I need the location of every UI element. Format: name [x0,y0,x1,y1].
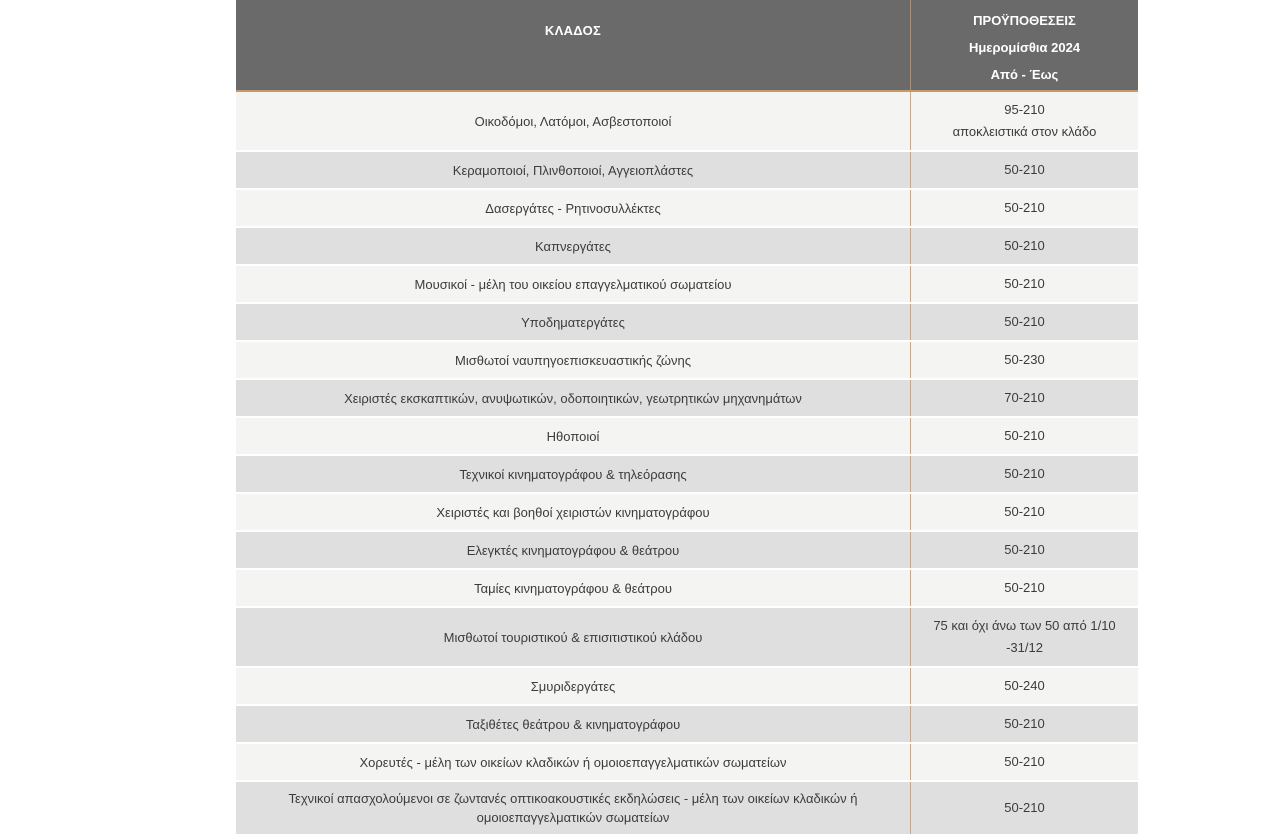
klados-cell: Μουσικοί - μέλη του οικείου επαγγελματικού σωματείου [414,276,732,292]
klados-cell: Κεραμοποιοί, Πλινθοποιοί, Αγγειοπλάστες [452,162,694,178]
header-conditions-line1: ΠΡΟΫΠΟΘΕΣΕΙΣ [973,13,1076,28]
wage-conditions-table [236,0,1138,834]
value-line: 50-210 [1004,428,1045,443]
value-cell [910,418,1138,454]
value-line: 50-210 [1004,542,1045,557]
klados-cell: Ταξιθέτες θεάτρου & κινηματογράφου [465,716,681,732]
value-line: 50-210 [1004,466,1045,481]
value-cell [910,304,1138,340]
table-row [236,266,1138,304]
table-row [236,668,1138,706]
table-body [236,92,1138,834]
klados-cell: Τεχνικοί κινηματογράφου & τηλεόρασης [459,466,687,482]
value-line: 50-210 [1004,754,1045,769]
value-line: 50-210 [1004,504,1045,519]
klados-cell: Ταμίες κινηματογράφου & θεάτρου [474,580,672,596]
klados-cell: Χειριστές εκσκαπτικών, ανυψωτικών, οδοποιητικών, γεωτρητικών μηχανημάτων [344,390,802,406]
value-cell [910,570,1138,606]
value-line: 50-210 [1004,716,1045,731]
table-row [236,190,1138,228]
klados-cell: Τεχνικοί απασχολούμενοι σε ζωντανές οπτικοακουστικές εκδηλώσεις - μέλη των οικείων κλαδικών ή ομοιοεπαγγελματικών σωματείων [288,791,858,825]
value-line: 95-210 [1004,102,1045,117]
table-row [236,152,1138,190]
table-row [236,570,1138,608]
table-row [236,532,1138,570]
value-cell [910,744,1138,780]
value-cell [910,266,1138,302]
klados-cell: Ελεγκτές κινηματογράφου & θεάτρου [466,542,680,558]
value-line: -31/12 [1006,640,1043,655]
value-cell [910,380,1138,416]
value-cell [910,532,1138,568]
value-line: 75 και όχι άνω των 50 από 1/10 [933,618,1116,633]
value-cell [910,456,1138,492]
value-cell [910,494,1138,530]
klados-cell: Δασεργάτες - Ρητινοσυλλέκτες [485,200,661,216]
klados-cell: Καπνεργάτες [535,238,611,254]
value-cell [910,782,1138,834]
table-row [236,782,1138,834]
value-cell [910,152,1138,188]
klados-cell: Μισθωτοί ναυπηγοεπισκευαστικής ζώνης [455,352,691,368]
table-row [236,494,1138,532]
value-line: 50-210 [1004,238,1045,253]
value-cell [910,668,1138,704]
table-row [236,418,1138,456]
value-line: 50-210 [1004,314,1045,329]
klados-cell: Υποδηματεργάτες [521,314,625,330]
header-cell-conditions [910,0,1138,90]
table-row [236,608,1138,668]
table-row [236,304,1138,342]
table-row [236,92,1138,152]
table-row [236,706,1138,744]
header-cell-klados: ΚΛΑΔΟΣ [544,23,602,38]
table-row [236,380,1138,418]
value-line: 50-210 [1004,800,1045,815]
table-row [236,228,1138,266]
klados-cell: Οικοδόμοι, Λατόμοι, Ασβεστοποιοί [474,113,672,129]
value-line: 50-210 [1004,200,1045,215]
value-line: 50-240 [1004,678,1045,693]
klados-cell: Μισθωτοί τουριστικού & επισιτιστικού κλάδου [443,629,703,645]
value-cell [910,608,1138,666]
table-row [236,744,1138,782]
table-row [236,456,1138,494]
value-line: 50-210 [1004,580,1045,595]
klados-cell: Σμυριδεργάτες [530,678,616,694]
value-cell [910,228,1138,264]
header-conditions-line2: Ημερομίσθια 2024 [968,40,1081,55]
value-line: 50-230 [1004,352,1045,367]
klados-cell: Ηθοποιοί [546,428,600,444]
value-line: 70-210 [1004,390,1045,405]
klados-cell: Χορευτές - μέλη των οικείων κλαδικών ή ομοιοεπαγγελματικών σωματείων [359,754,787,770]
header-conditions-line3: Από - Έως [990,67,1059,82]
klados-cell: Χειριστές και βοηθοί χειριστών κινηματογράφου [436,504,710,520]
value-cell [910,190,1138,226]
table-row [236,342,1138,380]
value-line: αποκλειστικά στον κλάδο [952,124,1097,139]
value-cell [910,92,1138,150]
value-line: 50-210 [1004,276,1045,291]
value-cell [910,706,1138,742]
value-line: 50-210 [1004,162,1045,177]
table-header-row [236,0,1138,92]
value-cell [910,342,1138,378]
